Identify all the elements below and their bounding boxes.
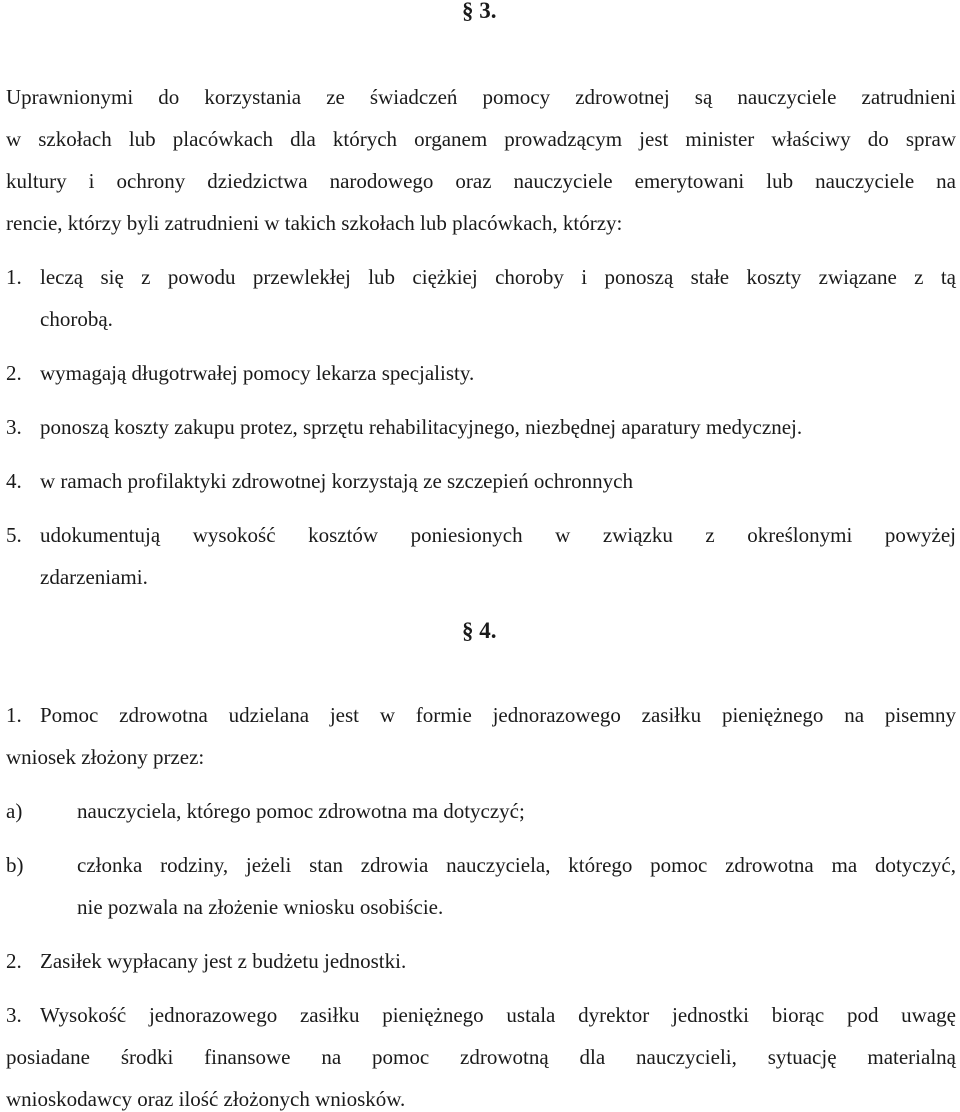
paragraph-text: wniosek złożony przez: xyxy=(6,745,205,769)
sub-item-text: członka rodziny, jeżeli stan zdrowia nauczyciela, którego pomoc zdrowotna ma dotyczyć, xyxy=(77,853,956,877)
sub-item-label: a) xyxy=(6,799,23,823)
list-item-number: 4. xyxy=(6,469,22,493)
list-item-text: wymagają długotrwałej pomocy lekarza specjalisty. xyxy=(40,361,475,385)
section-3-intro-line: kultury i ochrony dziedzictwa narodowego oraz nauczyciele emerytowani lub nauczyciele na xyxy=(6,169,956,193)
list-item-text: zdarzeniami. xyxy=(40,565,148,589)
list-item-text: w ramach profilaktyki zdrowotnej korzystają ze szczepień ochronnych xyxy=(40,469,634,493)
list-item-text: chorobą. xyxy=(40,307,113,331)
section-3-intro-line: rencie, którzy byli zatrudnieni w takich szkołach lub placówkach, którzy: xyxy=(6,211,623,235)
list-item-text: udokumentują wysokość kosztów poniesionych w związku z określonymi powyżej xyxy=(40,523,956,547)
list-item-number: 3. xyxy=(6,415,22,439)
sub-item-label: b) xyxy=(6,853,24,877)
paragraph-text: wnioskodawcy oraz ilość złożonych wniosków. xyxy=(6,1087,406,1111)
sub-item-text: nie pozwala na złożenie wniosku osobiście. xyxy=(77,895,444,919)
paragraph-text: posiadane środki finansowe na pomoc zdrowotną dla nauczycieli, sytuację materialną xyxy=(6,1045,956,1069)
list-item-number: 1. xyxy=(6,265,22,289)
list-item-number: 2. xyxy=(6,361,22,385)
paragraph-text: Wysokość jednorazowego zasiłku pieniężnego ustala dyrektor jednostki biorąc pod uwagę xyxy=(40,1003,956,1027)
paragraph-text: Zasiłek wypłacany jest z budżetu jednostki. xyxy=(40,949,407,973)
paragraph-number: 3. xyxy=(6,1003,22,1027)
paragraph-text: Pomoc zdrowotna udzielana jest w formie jednorazowego zasiłku pieniężnego na pisemny xyxy=(40,703,956,727)
section-4-heading: § 4. xyxy=(462,618,497,643)
list-item-text: ponoszą koszty zakupu protez, sprzętu rehabilitacyjnego, niezbędnej aparatury medycznej. xyxy=(40,415,803,439)
section-3-heading: § 3. xyxy=(462,0,497,23)
section-3-intro-line: w szkołach lub placówkach dla których organem prowadzącym jest minister właściwy do spraw xyxy=(6,127,956,151)
section-3-intro-line: Uprawnionymi do korzystania ze świadczeń pomocy zdrowotnej są nauczyciele zatrudnieni xyxy=(6,85,956,109)
sub-item-text: nauczyciela, którego pomoc zdrowotna ma dotyczyć; xyxy=(77,799,525,823)
list-item-text: leczą się z powodu przewlekłej lub ciężkiej choroby i ponoszą stałe koszty związane z tą xyxy=(40,265,956,289)
list-item-number: 5. xyxy=(6,523,22,547)
paragraph-number: 1. xyxy=(6,703,22,727)
paragraph-number: 2. xyxy=(6,949,22,973)
